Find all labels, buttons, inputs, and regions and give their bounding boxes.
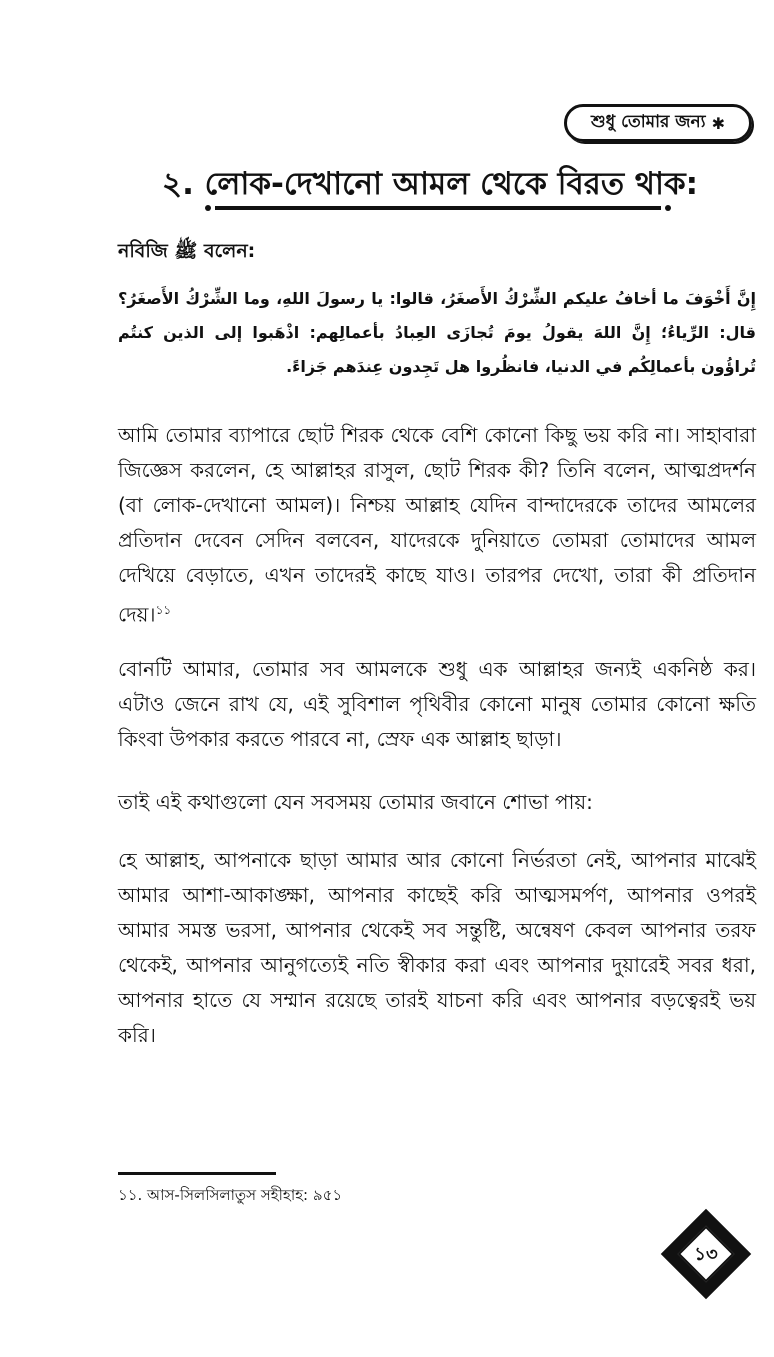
advice-paragraph: বোনটি আমার, তোমার সব আমলকে শুধু এক আল্লাহর জন্যই একনিষ্ঠ কর। এটাও জেনে রাখ যে, এই সুবিশাল পৃথিবীর কোনো মানুষ তোমার কোনো ক্ষতি কিংবা উপকার করতে পারবে না, স্রেফ এক আল্লাহ ছাড়া। — [118, 657, 756, 751]
book-title-text: শুধু তোমার জন্য — [591, 112, 706, 132]
transition-paragraph: তাই এই কথাগুলো যেন সবসময় তোমার জবানে শোভা পায়: — [118, 790, 593, 814]
star-icon: ✱ — [711, 113, 725, 133]
footnote-text: ১১. আস-সিলসিলাতুস সহীহাহ: ৯৫১ — [118, 1186, 343, 1204]
chapter-title: ২. লোক-দেখানো আমল থেকে বিরত থাক: — [161, 166, 699, 202]
translation-text: আমি তোমার ব্যাপারে ছোট শিরক থেকে বেশি কোনো কিছু ভয় করি না। সাহাবারা জিজ্ঞেস করলেন, হে আল্লাহর রাসুল, ছোট শিরক কী? তিনি বলেন, আত্মপ্রদর্শন (বা লোক-দেখানো আমল)। নিশ্চয় আল্লাহ যেদিন বান্দাদেরকে তাদের আমলের প্রতিদান দেবেন সেদিন বলবেন, যাদেরকে দুনিয়াতে তোমরা তোমাদের আমল দেখিয়ে বেড়াতে, এখন তাদেরই কাছে যাও। তারপর দেখো, তারা কী প্রতিদান দেয়। — [118, 423, 756, 627]
footnote-divider — [118, 1172, 276, 1175]
hadith-intro: নবিজি ﷺ বলেন: — [118, 240, 256, 262]
supplication-paragraph: হে আল্লাহ, আপনাকে ছাড়া আমার আর কোনো নির্ভরতা নেই, আপনার মাঝেই আমার আশা-আকাঙ্ক্ষা, আপনার কাছেই করি আত্মসমর্পণ, আপনার ওপরই আমার সমস্ত ভরসা, আপনার থেকেই সব সন্তুষ্টি, অন্বেষণ কেবল আপনার তরফ থেকেই, আপনার আনুগত্যেই নতি স্বীকার করা এবং আপনার দুয়ারেই সবর ধরা, আপনার হাতে যে সম্মান রয়েছে তারই যাচনা করি এবং আপনার বড়ত্বেরই ভয় করি। — [118, 848, 756, 1047]
footnote-reference-mark[interactable]: ১১ — [155, 603, 172, 617]
book-title-badge — [564, 104, 752, 142]
title-underline-divider — [215, 206, 661, 210]
page-number: ১৩ — [694, 1244, 718, 1265]
arabic-hadith-text: إِنَّ أَخْوَفَ ما أخافُ عليكم الشِّرْكُ الأَصغَرُ، قالوا: يا رسولَ اللهِ، وما الشِّرْكُ الأَصغَرُ؟ قال: الرِّياءُ؛ إِنَّ اللهَ يقولُ يومَ تُجازَى العِبادُ بأعمالِهم: اذْهَبوا إلى الذين كنتُم تُراؤُون بأعمالِكُم في الدنيا، فانظُروا هل تَجِدون عِندَهم جَزاءً. — [118, 289, 756, 376]
hadith-translation-paragraph — [118, 418, 756, 633]
